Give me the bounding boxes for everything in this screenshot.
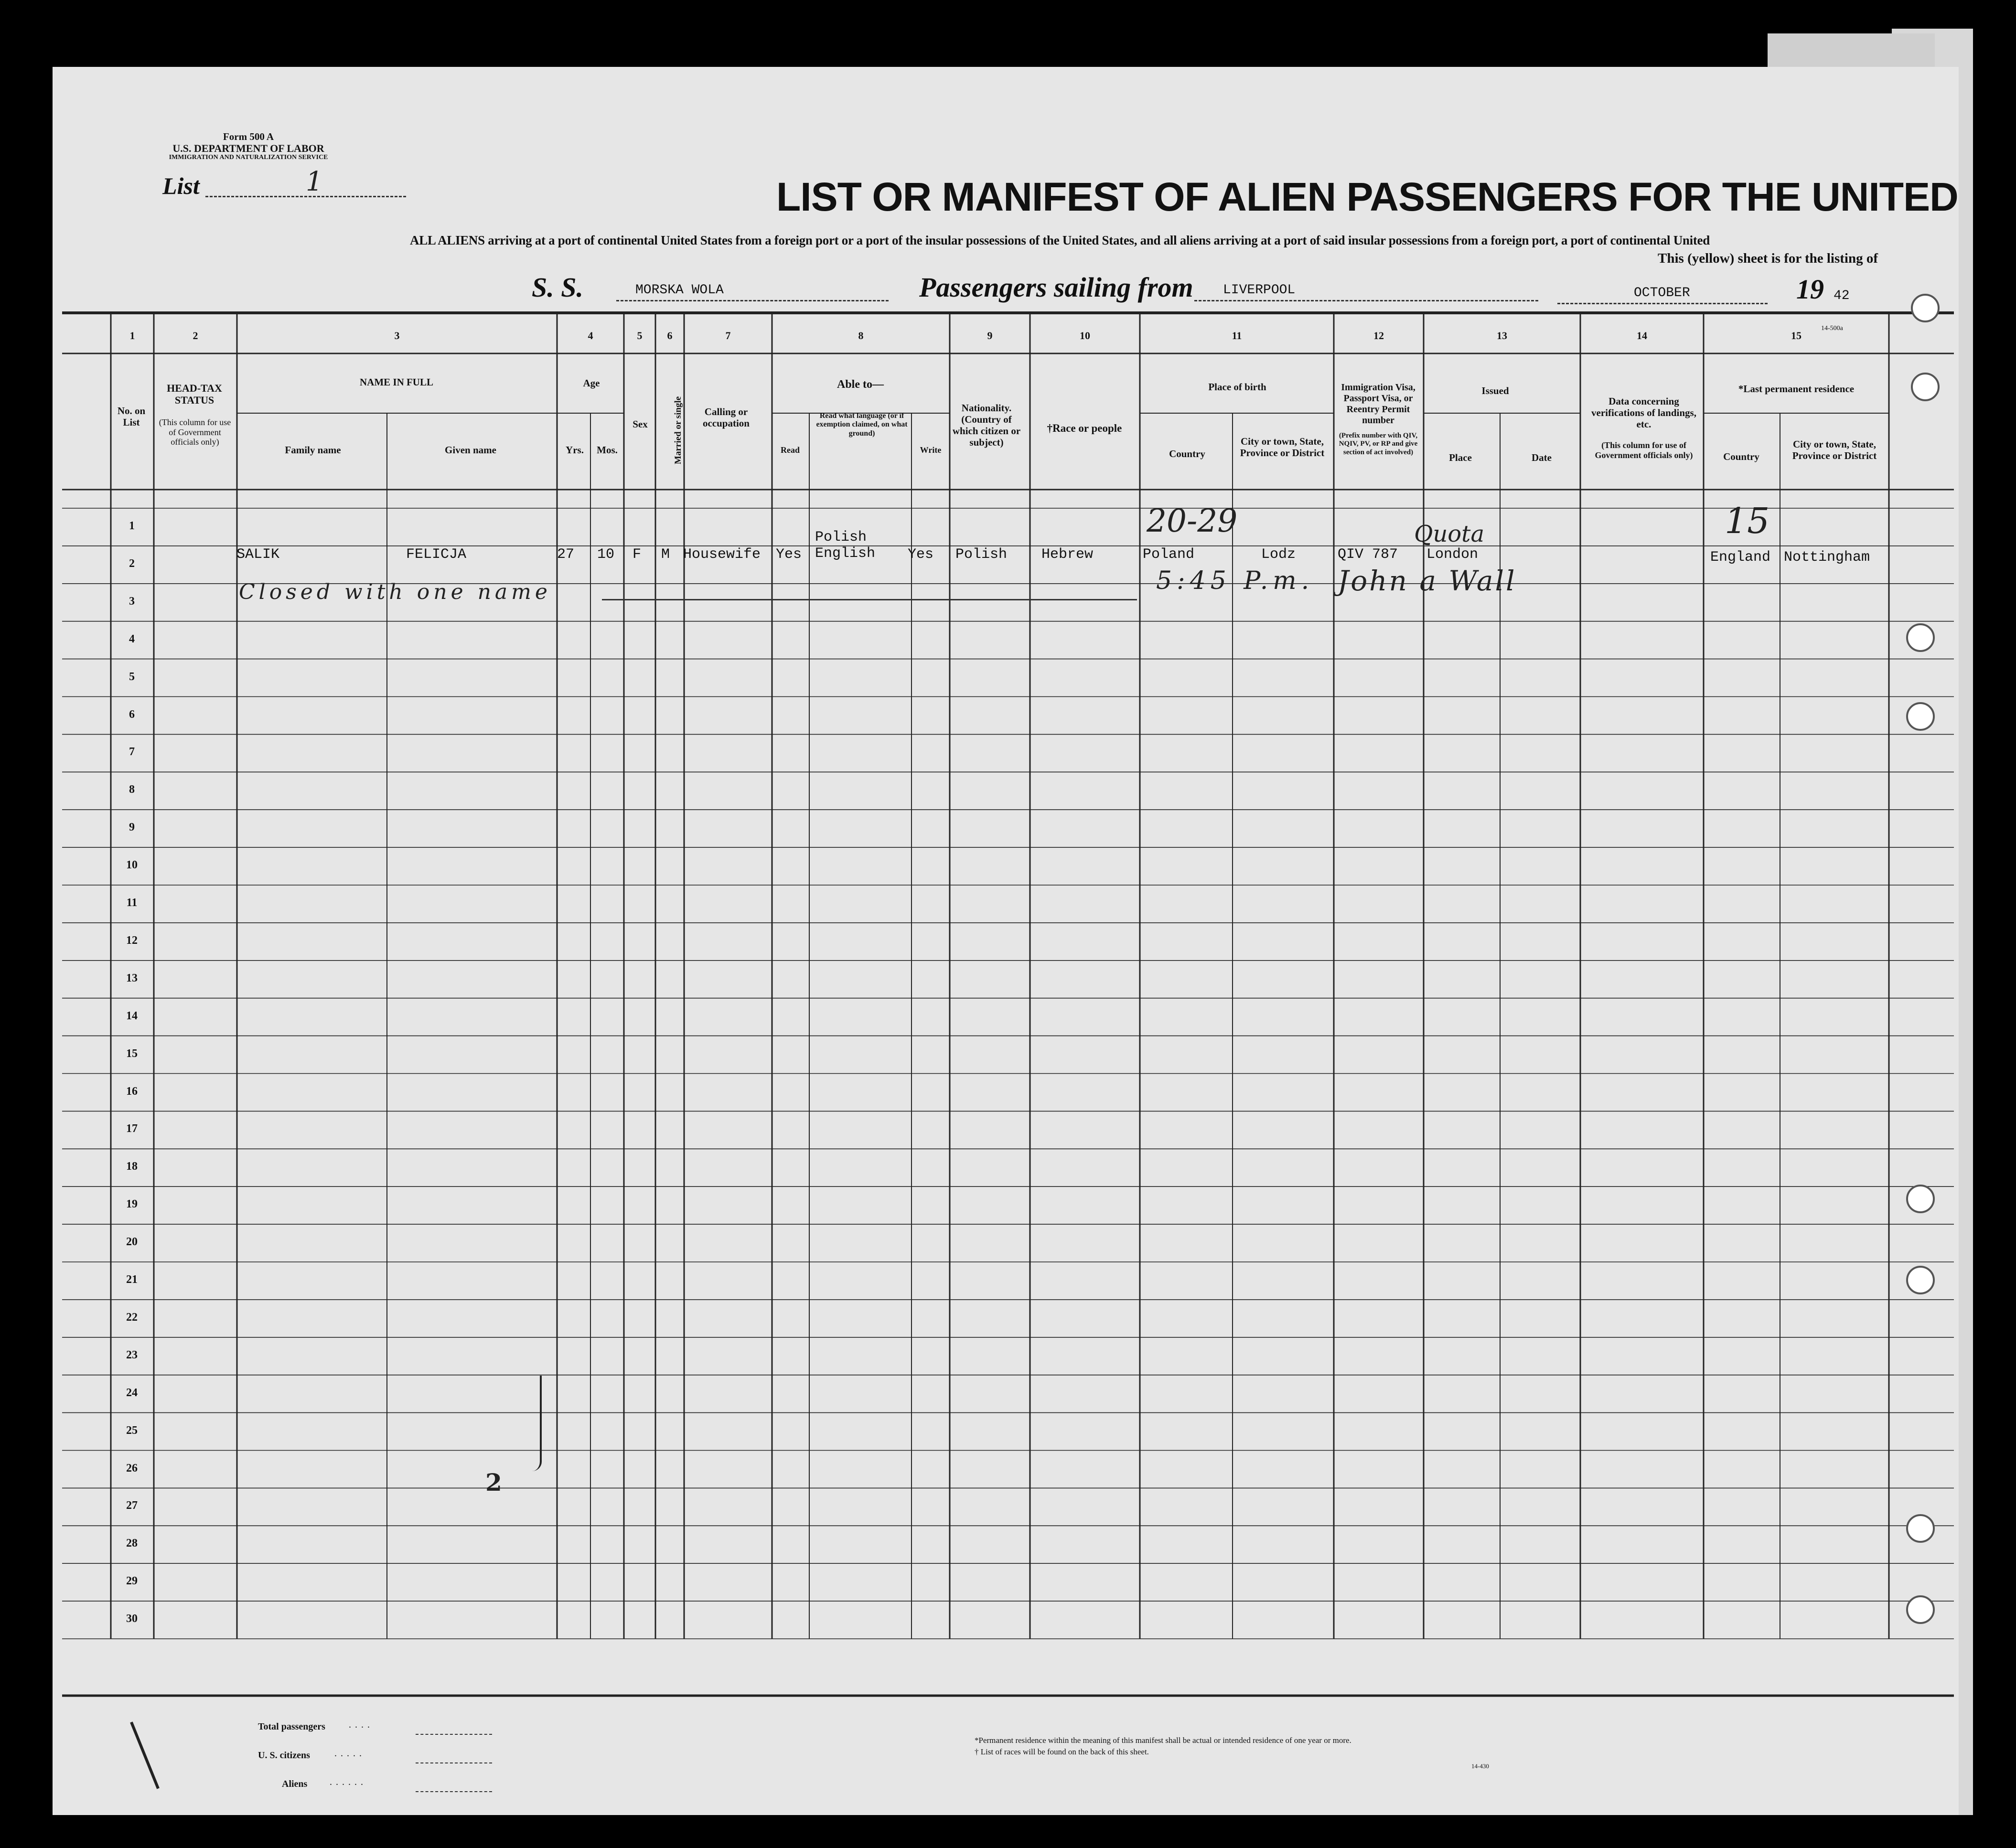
year-prefix: 19	[1796, 274, 1824, 305]
row-number: 12	[126, 934, 138, 947]
passenger-race: Hebrew	[1041, 546, 1094, 563]
header-verifications-note: (This column for use of Government officials only)	[1595, 440, 1693, 460]
row-number: 4	[129, 632, 135, 645]
passenger-read: Yes	[776, 546, 802, 563]
handwritten-quota: Quota	[1414, 521, 1485, 547]
manifest-grid	[53, 67, 1959, 1815]
header-name-in-full: NAME IN FULL	[359, 376, 433, 388]
passenger-sex: F	[633, 546, 642, 563]
row-number: 16	[126, 1085, 138, 1098]
row-number: 18	[126, 1160, 138, 1173]
row-number: 26	[126, 1462, 138, 1474]
handwritten-residence-mark: 15	[1725, 501, 1770, 542]
header-given-name: Given name	[445, 444, 496, 456]
service-label: IMMIGRATION AND NATURALIZATION SERVICE	[169, 154, 328, 161]
year-suffix: 42	[1834, 288, 1850, 303]
list-label: List	[162, 172, 200, 199]
footer-citizens-dots: .....	[334, 1748, 365, 1759]
handwritten-code: 20-29	[1147, 502, 1238, 539]
passenger-language-1: Polish	[815, 529, 867, 545]
header-yrs: Yrs.	[566, 444, 584, 456]
row-number: 21	[126, 1273, 138, 1286]
passenger-birth-country: Poland	[1143, 546, 1195, 563]
passenger-write: Yes	[908, 546, 934, 563]
departure-month: OCTOBER	[1634, 286, 1690, 300]
footer-total-label: Total passengers	[258, 1721, 325, 1732]
passenger-language-2: English	[815, 545, 876, 562]
footer-code: 14-430	[1471, 1763, 1489, 1770]
binder-hole	[1906, 1266, 1935, 1294]
header-issued: Issued	[1481, 385, 1509, 396]
page-title: LIST OR MANIFEST OF ALIEN PASSENGERS FOR THE UNITED	[776, 174, 1958, 219]
column-number: 6	[667, 330, 673, 342]
row-number: 20	[126, 1236, 138, 1249]
handwritten-tally: 2	[485, 1468, 502, 1496]
header-last-residence: *Last permanent residence	[1738, 383, 1855, 395]
row-number: 7	[129, 746, 135, 758]
column-number: 9	[987, 330, 993, 342]
ship-name: MORSKA WOLA	[635, 283, 724, 298]
row-number: 17	[126, 1122, 138, 1135]
list-number: 1	[306, 166, 323, 197]
binder-hole	[1906, 623, 1935, 652]
header-sex: Sex	[633, 418, 648, 430]
subtitle-line2: This (yellow) sheet is for the listing of	[1658, 251, 1878, 266]
passenger-nationality: Polish	[955, 546, 1008, 563]
binder-hole	[1906, 1185, 1935, 1213]
header-race: †Race or people	[1047, 422, 1122, 434]
column-number: 1	[129, 330, 135, 342]
header-no-on-list: No. on List	[117, 405, 146, 428]
column-number: 15	[1791, 330, 1802, 342]
ss-label: S. S.	[532, 272, 584, 303]
column-number: 5	[637, 330, 643, 342]
form-number: Form 500 A	[223, 131, 274, 142]
header-birth-city: City or town, State, Province or District	[1240, 436, 1325, 459]
binder-hole	[1911, 294, 1940, 322]
row-number: 14	[126, 1009, 138, 1022]
row-number: 27	[126, 1499, 138, 1512]
department-label: U.S. DEPARTMENT OF LABOR	[172, 142, 324, 154]
column-number: 4	[588, 330, 593, 342]
row-number: 15	[126, 1047, 138, 1060]
column-number: 2	[193, 330, 198, 342]
row-number: 11	[126, 897, 138, 909]
row-number: 3	[129, 595, 135, 608]
header-married: Married or single	[673, 396, 684, 464]
row-number: 30	[126, 1613, 138, 1625]
binder-hole	[1906, 1595, 1935, 1624]
passenger-visa: QIV 787	[1338, 546, 1398, 563]
passenger-issued-place: London	[1426, 546, 1479, 563]
handwritten-closed-note: Closed with one name	[239, 580, 551, 604]
row-number: 25	[126, 1424, 138, 1437]
footer-aliens-label: Aliens	[282, 1779, 308, 1789]
column-number: 7	[725, 330, 731, 342]
column-number: 13	[1497, 330, 1507, 342]
row-number: 9	[129, 821, 135, 834]
header-read: Read	[781, 445, 800, 455]
footer-total-dots: ....	[349, 1720, 374, 1730]
header-family-name: Family name	[285, 444, 341, 456]
subtitle-line1: ALL ALIENS arriving at a port of continental United States from a foreign port or a port of the insular possessions of the United States, and all aliens arriving at a port of said insular possessions from a foreign port, a port of continental United	[410, 233, 1710, 247]
header-residence-city: City or town, State, Province or District	[1792, 438, 1877, 462]
binder-hole	[1906, 702, 1935, 731]
row-number: 8	[129, 783, 135, 796]
header-age: Age	[583, 377, 600, 389]
footer-note-races: † List of races will be found on the back of this sheet.	[975, 1747, 1149, 1756]
column-number: 12	[1373, 330, 1384, 342]
row-number: 19	[126, 1198, 138, 1211]
header-verifications: Data concerning verifications of landings, etc.	[1591, 395, 1696, 430]
passenger-residence-country: England	[1710, 549, 1771, 566]
column-number: 11	[1232, 330, 1242, 342]
column-number: 10	[1080, 330, 1090, 342]
departure-port: LIVERPOOL	[1223, 283, 1296, 298]
passenger-given-name: FELICJA	[406, 546, 467, 563]
footer-citizens-label: U. S. citizens	[258, 1750, 310, 1761]
column-number: 8	[858, 330, 864, 342]
header-write: Write	[920, 445, 942, 455]
header-nationality: Nationality. (Country of which citizen or subject)	[952, 402, 1021, 449]
passenger-family-name: SALIK	[236, 546, 280, 563]
header-visa-note: (Prefix number with QIV, NQIV, PV, or RP and give section of act involved)	[1339, 432, 1418, 456]
footer-aliens-dots: ......	[330, 1777, 367, 1787]
row-number: 13	[126, 972, 138, 984]
row-number: 28	[126, 1537, 138, 1550]
row-number: 5	[129, 670, 135, 683]
sailing-label: Passengers sailing from	[919, 272, 1193, 303]
column-number: 14	[1637, 330, 1647, 342]
passenger-age-years: 27	[557, 546, 575, 563]
row-number: 23	[126, 1348, 138, 1361]
passenger-married: M	[661, 546, 670, 563]
row-number: 2	[129, 557, 135, 570]
row-number: 6	[129, 708, 135, 721]
header-head-tax-note: (This column for use of Government officials only)	[159, 417, 231, 447]
binder-hole	[1911, 373, 1940, 401]
header-birth-country: Country	[1169, 448, 1205, 459]
row-number: 29	[126, 1575, 138, 1588]
header-able-to: Able to—	[837, 378, 884, 391]
row-number: 24	[126, 1386, 138, 1399]
closed-underline	[602, 599, 1137, 600]
binder-hole	[1906, 1514, 1935, 1543]
ink-stroke-bracket	[530, 1376, 542, 1471]
passenger-occupation: Housewife	[683, 546, 761, 563]
header-mos: Mos.	[597, 444, 618, 456]
passenger-residence-city: Nottingham	[1784, 549, 1870, 566]
passenger-birth-city: Lodz	[1261, 546, 1296, 563]
header-residence-country: Country	[1723, 451, 1759, 462]
header-issued-date: Date	[1532, 452, 1552, 463]
footer-note-residence: *Permanent residence within the meaning of this manifest shall be actual or intended residence of one year or more.	[975, 1736, 1351, 1745]
header-place-of-birth: Place of birth	[1208, 381, 1266, 393]
row-number: 10	[126, 859, 138, 872]
form-code: 14-500a	[1821, 325, 1843, 332]
footer-aliens-line	[416, 1791, 492, 1792]
footer-total-line	[416, 1734, 492, 1735]
header-issued-place: Place	[1449, 452, 1472, 463]
row-number: 22	[126, 1311, 138, 1324]
header-calling: Calling or occupation	[702, 406, 750, 429]
handwritten-signature: John a Wall	[1338, 565, 1517, 597]
header-read-language: Read what language (or if exemption claimed, on what ground)	[816, 412, 908, 438]
row-number: 1	[129, 520, 135, 532]
handwritten-time: 5:45 P.m.	[1156, 566, 1314, 595]
header-visa: Immigration Visa, Passport Visa, or Reentry Permit number	[1341, 382, 1415, 426]
header-head-tax: HEAD-TAX STATUS	[167, 382, 222, 406]
passenger-age-months: 10	[597, 546, 615, 563]
column-number: 3	[394, 330, 400, 342]
